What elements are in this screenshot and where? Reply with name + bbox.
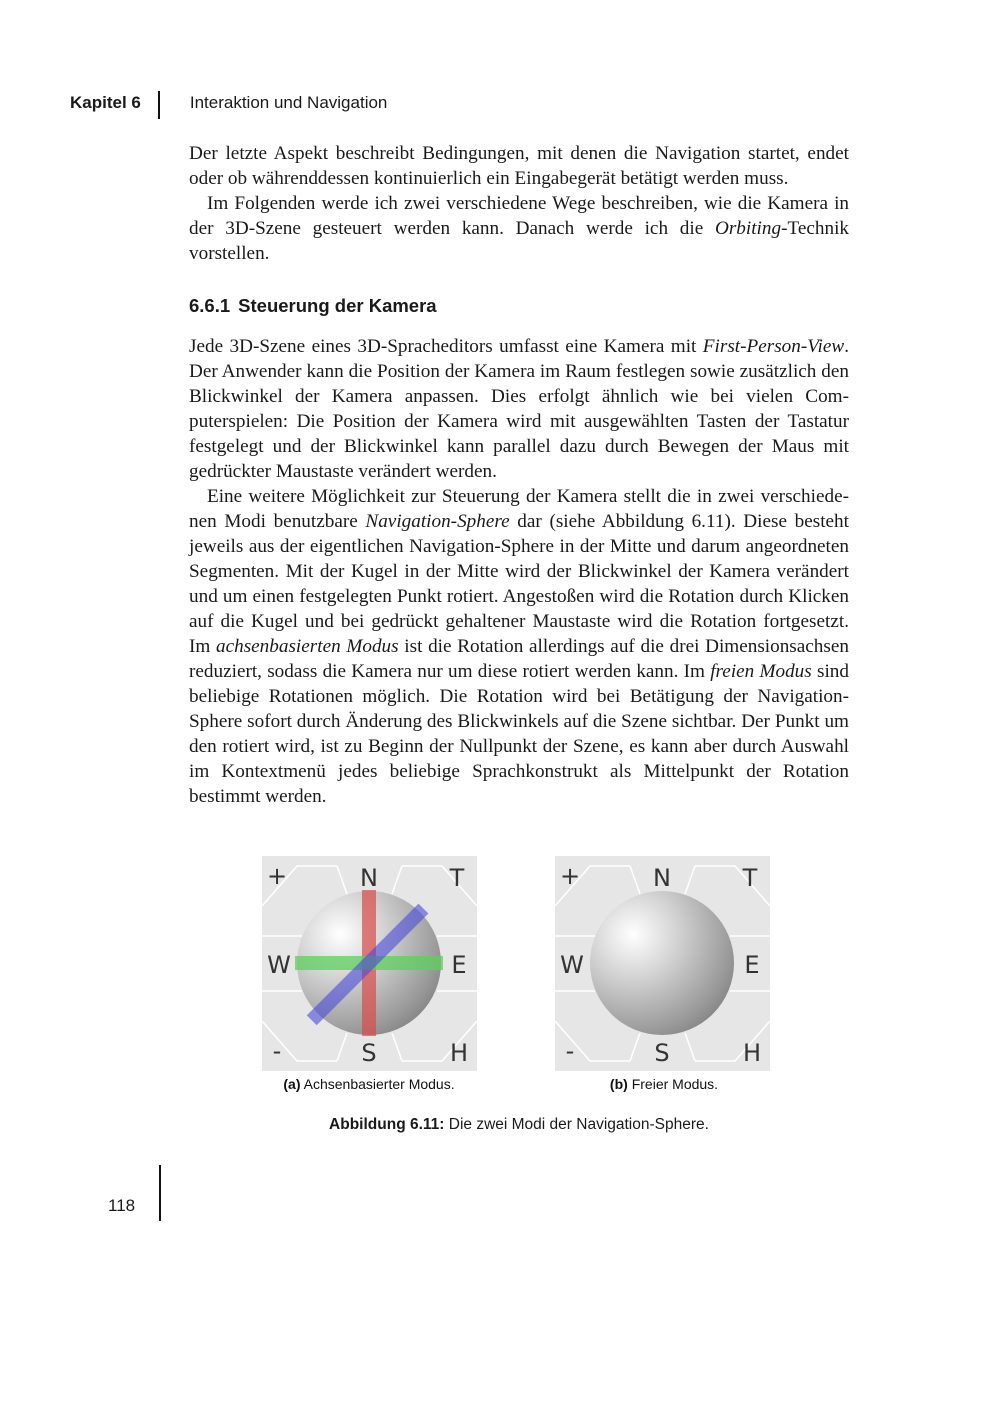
intro-text: Im Folgenden werde ich zwei verschiedene Wege beschreiben, wie die Kamera in der 3D-Szene gesteuert werden kann. Danach werde ich die — [189, 193, 849, 239]
caption-text: Die zwei Modi der Navigation-Sphere. — [444, 1116, 709, 1133]
sphere-axis-graphic — [262, 856, 477, 1071]
section-number: 6.6.1 — [189, 295, 231, 316]
subcaption-a-text: Achsenbasierter Modus. — [300, 1076, 455, 1092]
minus-label[interactable]: - — [272, 1037, 282, 1065]
main-text — [189, 141, 849, 809]
p2-text-d: sind beliebige Rotationen möglich. Die Rotation wird bei Betätigung der Navigation-Sphere sofort durch Änderung des Blickwinkels auf die Szene sichtbar. Der Punkt um den rotiert wird, ist zu Beginn der Nullpunkt der Szene, es kann aber durch Auswahl im Kontextmenü jedes beliebige Sprachkonstrukt als Mittelpunkt der Rotation bestimmt werden. — [189, 661, 849, 807]
caption-label: Abbildung 6.11: — [329, 1116, 445, 1133]
plus-label-b[interactable]: + — [559, 862, 581, 890]
body-paragraph-1 — [189, 334, 849, 484]
north-label-b[interactable]: N — [653, 864, 671, 892]
south-label-b[interactable]: S — [654, 1039, 670, 1067]
t-label-b[interactable]: T — [742, 864, 758, 892]
chapter-label: Kapitel 6 — [70, 93, 141, 112]
north-label[interactable]: N — [360, 864, 378, 892]
t-label[interactable]: T — [449, 864, 465, 892]
chapter-title: Interaktion und Navigation — [189, 93, 388, 112]
section-heading — [189, 291, 849, 321]
intro-paragraph-1: Der letzte Aspekt beschreibt Bedingungen, mit denen die Navigation startet, endet oder ob währenddessen kontinuierlich ein Eingabegerät betätigt werden muss. — [189, 143, 849, 189]
navigation-sphere-term: Navigation-Sphere — [365, 511, 510, 532]
intro-text-end: -Technik vorstellen. — [189, 218, 849, 264]
navigation-sphere-axis-mode — [262, 856, 477, 1071]
figure-6-11 — [0, 856, 1000, 1146]
intro-paragraph-2 — [189, 191, 849, 266]
header-divider — [158, 91, 160, 119]
navigation-sphere-free-mode — [555, 856, 770, 1071]
p2-text-b: dar (siehe Abbildung 6.11). Diese besteht jeweils aus der eigentlichen Navigation-Sphere in der Mitte und darum angeordneten Segmenten. Mit der Kugel in der Mitte wird der Blickwinkel der Kamera verändert und um einen festgelegten Punkt rotiert. Angestoßen wird die Rotation durch Klicken auf die Kugel und bei gedrückt gehaltener Maustaste wird die Rotation fortgesetzt. Im — [189, 511, 849, 657]
sphere-b[interactable] — [590, 891, 734, 1035]
h-label[interactable]: H — [449, 1039, 469, 1067]
page-number: 118 — [108, 1196, 136, 1215]
p1-text-b: . Der Anwender kann die Position der Kamera im Raum festlegen sowie zusätzlich den Blickwinkel der Kamera anpassen. Dies erfolgt ähnlich wie bei vielen Computerspielen: Die Position der Kamera wird mit ausgewählten Tasten der Tastatur festgelegt und der Blickwinkel kann parallel dazu durch Bewegen der Maus mit gedrückter Maustaste verändert werden. — [189, 336, 849, 482]
p2-text-c: ist die Rotation allerdings auf die drei Dimensionsachsen reduziert, sodass die Kamera nur um diese rotiert werden kann. Im — [189, 636, 849, 682]
subcaption-a-label: (a) — [283, 1076, 301, 1092]
figure-caption — [0, 1116, 1000, 1134]
subcaption-b-label: (b) — [609, 1076, 628, 1092]
running-header — [70, 88, 387, 118]
minus-label-b[interactable]: - — [565, 1037, 575, 1065]
footer-divider — [159, 1165, 161, 1221]
subcaption-a — [249, 1076, 489, 1092]
subcaption-b — [544, 1076, 784, 1092]
west-label[interactable]: W — [267, 951, 291, 979]
plus-label[interactable]: + — [266, 862, 288, 890]
p1-text-a: Jede 3D-Szene eines 3D-Spracheditors umfasst eine Kamera mit — [189, 336, 703, 357]
body-paragraph-2 — [189, 484, 849, 809]
first-person-term: First-Person-View — [702, 336, 845, 357]
east-label-b[interactable]: E — [744, 951, 760, 979]
section-title: Steuerung der Kamera — [238, 295, 437, 316]
east-label[interactable]: E — [451, 951, 467, 979]
west-label-b[interactable]: W — [560, 951, 584, 979]
free-mode-term: freien Modus — [710, 661, 812, 682]
subcaption-b-text: Freier Modus. — [627, 1076, 719, 1092]
south-label[interactable]: S — [361, 1039, 377, 1067]
p2-text-a: Eine weitere Möglichkeit zur Steuerung der Kamera stellt die in zwei verschiedenen Modi benutzbare — [189, 486, 849, 532]
h-label-b[interactable]: H — [742, 1039, 762, 1067]
orbiting-term: Orbiting — [714, 218, 782, 239]
sphere-free-graphic — [555, 856, 770, 1071]
axis-mode-term: achsenbasierten Modus — [216, 636, 399, 657]
